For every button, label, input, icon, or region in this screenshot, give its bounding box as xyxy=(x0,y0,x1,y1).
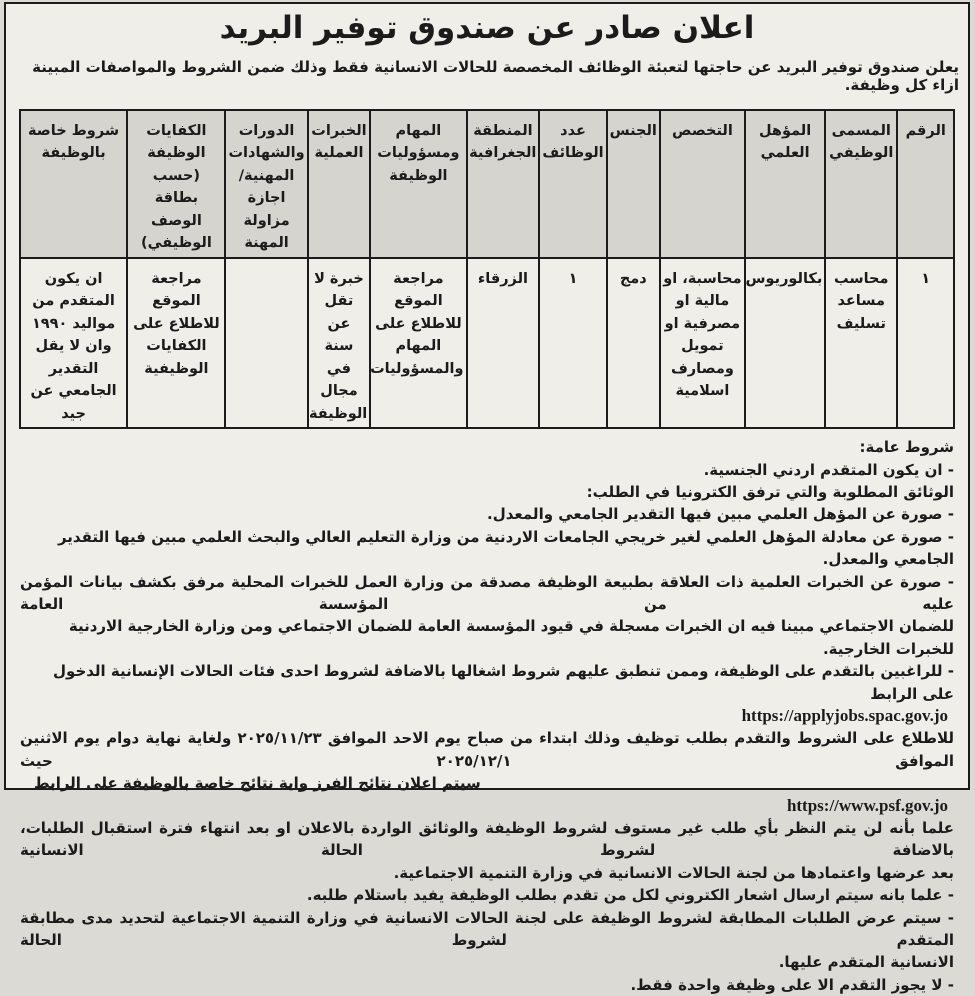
note-line: شروط عامة: xyxy=(859,438,954,457)
job-cell: الزرقاء xyxy=(467,258,540,428)
table-row xyxy=(20,258,954,428)
column-header: الدورات والشهادات المهنية/ اجازة مزاولة المهنة xyxy=(225,110,307,258)
job-cell: محاسبة، او مالية او مصرفية او تمويل ومصارف اسلامية xyxy=(660,258,745,428)
note-line: الانسانية المتقدم عليها. xyxy=(778,953,954,972)
column-header: المسمى الوظيفي xyxy=(825,110,897,258)
note-line: - للراغبين بالتقدم على الوظيفة، وممن تنطبق عليهم شروط اشغالها بالاضافة لشروط احدى فئات الحالات الإنسانية الدخول على الرابط xyxy=(53,662,954,703)
note-line: الوثائق المطلوبة والتي ترفق الكترونيا في الطلب: xyxy=(586,482,954,501)
note-line: - صورة عن معادلة المؤهل العلمي لغير خريجي الجامعات الاردنية من وزارة التعليم العالي والبحث العلمي مبين فيها التقدير الجامعي والمعدل. xyxy=(57,527,954,569)
column-header: عدد الوظائف xyxy=(539,110,606,258)
column-header: التخصص xyxy=(660,110,745,258)
note-line: - ان يكون المتقدم اردني الجنسية. xyxy=(703,460,954,479)
announcement-page xyxy=(4,2,970,994)
intro-text: يعلن صندوق توفير البريد عن حاجتها لتعبئة الوظائف المخصصة للحالات الانسانية فقط وذلك ضمن الشروط والمواصفات المبينة ازاء كل وظيفة. xyxy=(32,58,959,94)
job-cell: دمج xyxy=(607,258,660,428)
link-text: https://applyjobs.spac.gov.jo xyxy=(741,705,948,725)
job-cell: محاسب مساعد تسليف xyxy=(825,258,897,428)
column-header: الخبرات العملية xyxy=(308,110,371,258)
jobs-table xyxy=(19,109,955,429)
note-line: - علما بانه سيتم ارسال اشعار الكتروني لكل من تقدم بطلب الوظيفة يفيد باستلام طلبه. xyxy=(306,886,954,905)
job-cell: مراجعة الموقع للاطلاع على الكفايات الوظيفية xyxy=(127,258,225,428)
note-line: - صورة عن الخبرات العلمية ذات العلاقة بطبيعة الوظيفة مصدقة من وزارة العمل للخبرات المحلية مرفق بكشف بيانات المؤمن عليه من المؤسسة العامة xyxy=(20,572,954,613)
note-line: - صورة عن المؤهل العلمي مبين فيها التقدير الجامعي والمعدل. xyxy=(487,505,954,524)
column-header: الجنس xyxy=(607,110,660,258)
link-text: https://www.psf.gov.jo xyxy=(786,795,948,815)
column-header: الرقم xyxy=(897,110,954,258)
note-line: بعد عرضها واعتمادها من لجنة الحالات الانسانية في وزارة التنمية الاجتماعية. xyxy=(393,863,954,882)
notes-section xyxy=(15,436,959,996)
job-cell: بكالوريوس xyxy=(745,258,825,428)
page-title: اعلان صادر عن صندوق توفير البريد xyxy=(219,10,755,46)
job-cell xyxy=(225,258,307,428)
job-cell: مراجعة الموقع للاطلاع على المهام والمسؤوليات xyxy=(370,258,466,428)
note-line: سيتم اعلان نتائج الفرز واية نتائج خاصة بالوظيفة على الرابط xyxy=(34,774,481,793)
job-cell: خبرة لا تقل عن سنة في مجال الوظيفة xyxy=(308,258,371,428)
job-cell: ان يكون المتقدم من مواليد ١٩٩٠ وان لا يقل التقدير الجامعي عن جيد xyxy=(20,258,128,428)
note-line: للضمان الاجتماعي مبينا فيه ان الخبرات مسجلة في قيود المؤسسة العامة للضمان الاجتماعي ومن وزارة الخارجية الاردنية للخبرات الخارجية. xyxy=(68,617,954,658)
job-cell: ١ xyxy=(539,258,606,428)
table-header-row xyxy=(20,110,954,258)
note-line: علما بأنه لن يتم النظر بأي طلب غير مستوف لشروط الوظيفة والوثائق الواردة بالاعلان او بعد انتهاء فترة استقبال الطلبات، بالاضافة لشروط الحالة الانسانية xyxy=(20,819,954,860)
column-header: شروط خاصة بالوظيفة xyxy=(20,110,128,258)
column-header: المؤهل العلمي xyxy=(745,110,825,258)
note-line: - سيتم عرض الطلبات المطابقة لشروط الوظيفة على لجنة الحالات الانسانية في وزارة التنمية الاجتماعية لتحديد مدى مطابقة المتقدم لشروط الحالة xyxy=(20,908,954,950)
job-cell: ١ xyxy=(897,258,954,428)
column-header: الكفايات الوظيفة (حسب بطاقة الوصف الوظيفي) xyxy=(127,110,225,258)
column-header: المنطقة الجغرافية xyxy=(467,110,540,258)
note-line: - لا يجوز التقدم الا على وظيفة واحدة فقط. xyxy=(630,975,954,994)
note-line: للاطلاع على الشروط والتقدم بطلب توظيف وذلك ابتداء من صباح يوم الاحد الموافق ٢٠٢٥/١١/٢٣ ولغاية نهاية دوام يوم الاثنين الموافق ٢٠٢٥/١٢/١ حيث xyxy=(20,729,955,770)
column-header: المهام ومسؤوليات الوظيفة xyxy=(370,110,466,258)
